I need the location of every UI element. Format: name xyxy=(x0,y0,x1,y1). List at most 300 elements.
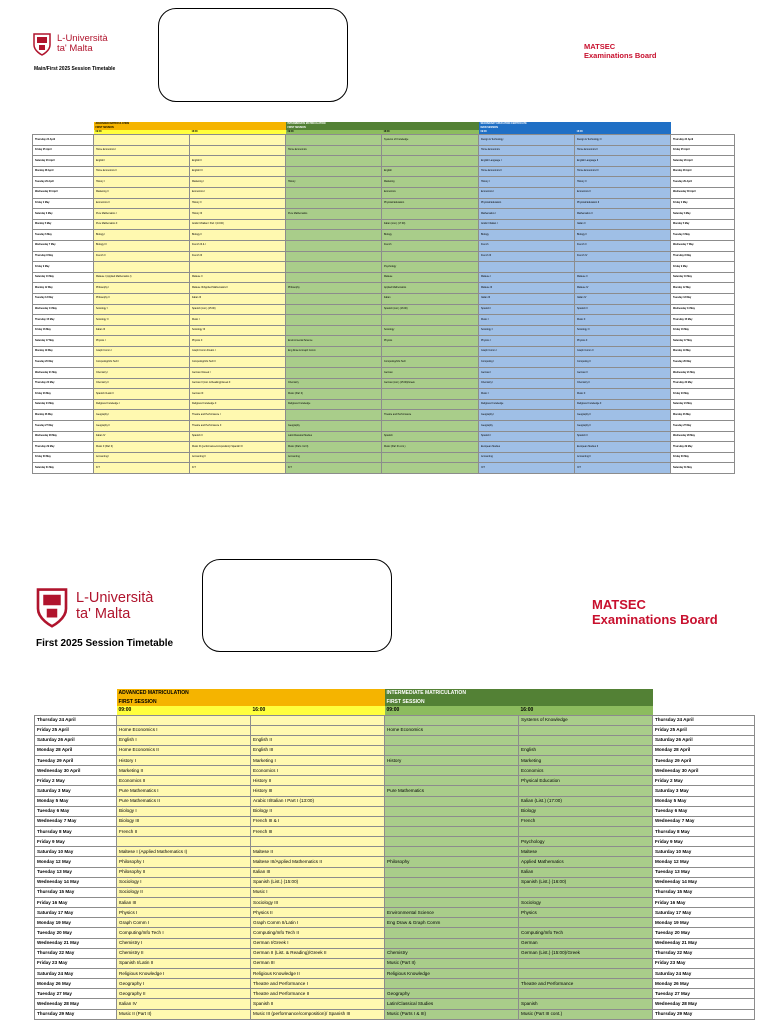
advanced-am-cell: Sociology I xyxy=(94,304,190,315)
intermediate-pm-cell: Marketing xyxy=(519,756,653,766)
intermediate-am-cell xyxy=(385,776,519,786)
university-name-line1: L-Università xyxy=(76,590,154,607)
intermediate-pm-cell xyxy=(382,315,479,326)
secondary-pm-cell: Home Economics III xyxy=(575,166,671,177)
university-logo xyxy=(34,586,153,628)
advanced-am-cell: Home Economics I xyxy=(117,725,251,735)
advanced-am-cell: Italian III xyxy=(94,325,190,336)
intermediate-pm-cell: Sociology xyxy=(519,898,653,908)
intermediate-pm-cell: Biology xyxy=(382,230,479,241)
secondary-pm-cell: Graph Comm II xyxy=(575,346,671,357)
timetable-row xyxy=(33,431,735,442)
advanced-am-cell: Home Economics II xyxy=(117,745,251,755)
timetable-row xyxy=(35,887,755,897)
row-date: Friday 16 May xyxy=(35,898,117,908)
advanced-am-cell xyxy=(94,135,190,146)
timetable-row xyxy=(33,304,735,315)
row-date: Friday 23 May xyxy=(33,389,94,400)
timetable-row xyxy=(35,918,755,928)
secondary-am-cell: Religious Knowledge xyxy=(479,399,575,410)
advanced-am-cell: Philosophy II xyxy=(94,293,190,304)
secondary-pm-cell: Music II xyxy=(575,389,671,400)
secondary-am-cell: Chemistry I xyxy=(479,378,575,389)
row-date: Tuesday 27 May xyxy=(33,421,94,432)
timetable-row xyxy=(33,251,735,262)
intermediate-pm-cell: German (List.) (15:00)/Greek xyxy=(382,378,479,389)
intermediate-pm-cell: Physics xyxy=(382,336,479,347)
secondary-am-cell: Geography xyxy=(479,421,575,432)
advanced-am-cell: ICT xyxy=(94,463,190,474)
intermediate-am-cell xyxy=(385,766,519,776)
secondary-am-cell: English Language I xyxy=(479,156,575,167)
advanced-pm-cell: Spanish II xyxy=(251,999,385,1009)
intermediate-am-cell xyxy=(385,928,519,938)
row-date-right: Friday 25 April xyxy=(671,145,735,156)
advanced-am-cell: Philosophy I xyxy=(94,283,190,294)
intermediate-am-cell xyxy=(385,979,519,989)
row-date: Saturday 3 May xyxy=(35,786,117,796)
intermediate-pm-cell xyxy=(382,389,479,400)
row-date-right: Tuesday 29 April xyxy=(671,177,735,188)
secondary-session: MAIN SESSION xyxy=(479,126,671,130)
row-date: Tuesday 27 May xyxy=(35,989,117,999)
advanced-am-cell: Spanish I/Latin II xyxy=(117,958,251,968)
intermediate-pm-cell: English xyxy=(382,166,479,177)
row-date-right: Tuesday 13 May xyxy=(653,867,755,877)
row-date-right: Wednesday 14 May xyxy=(671,304,735,315)
row-date: Wednesday 14 May xyxy=(33,304,94,315)
row-date: Tuesday 13 May xyxy=(33,293,94,304)
row-date: Thursday 8 May xyxy=(35,827,117,837)
row-date-right: Friday 2 May xyxy=(653,776,755,786)
advanced-am-cell: Graph Comm I xyxy=(94,346,190,357)
secondary-pm-cell: Geography II xyxy=(575,421,671,432)
intermediate-pm-cell: Music (Part III cont.) xyxy=(519,1009,653,1019)
secondary-am-cell: Music I xyxy=(479,389,575,400)
row-date: Thursday 22 May xyxy=(35,948,117,958)
timetable-row xyxy=(35,908,755,918)
row-date-right: Wednesday 30 April xyxy=(653,766,755,776)
timetable-row xyxy=(35,877,755,887)
intermediate-pm-cell xyxy=(519,918,653,928)
advanced-am-cell: English I xyxy=(117,735,251,745)
intermediate-am-cell xyxy=(385,867,519,877)
advanced-pm-cell: English III xyxy=(190,166,286,177)
intermediate-pm-cell: Systems of Knowledge xyxy=(519,715,653,725)
advanced-pm-cell: Biology II xyxy=(190,230,286,241)
intermediate-pm-cell: Economics xyxy=(382,187,479,198)
timetable-row xyxy=(33,272,735,283)
intermediate-am-cell: Philosophy xyxy=(286,283,382,294)
advanced-pm-cell xyxy=(251,715,385,725)
row-date: Monday 12 May xyxy=(35,857,117,867)
intermediate-pm-cell: Spanish xyxy=(382,431,479,442)
intermediate-am-cell: Environmental Science xyxy=(385,908,519,918)
secondary-pm-cell: Maltese II xyxy=(575,272,671,283)
row-date-right: Monday 26 May xyxy=(671,410,735,421)
advanced-am-cell: Pure Mathematics II xyxy=(94,219,190,230)
secondary-am-cell: History I xyxy=(479,177,575,188)
secondary-pm-cell: Music II xyxy=(575,315,671,326)
timetable-row xyxy=(35,1009,755,1019)
intermediate-pm-cell: French xyxy=(519,816,653,826)
secondary-am-cell: Arabic I/Italian I xyxy=(479,219,575,230)
intermediate-pm-cell: Applied Mathematics xyxy=(519,857,653,867)
secondary-am-cell: ICT xyxy=(479,463,575,474)
row-date-right: Saturday 17 May xyxy=(671,336,735,347)
timetable-row xyxy=(35,867,755,877)
advanced-pm-cell: Music I xyxy=(251,887,385,897)
intermediate-pm-cell xyxy=(382,452,479,463)
row-date: Tuesday 29 April xyxy=(33,177,94,188)
timetable-row xyxy=(35,725,755,735)
advanced-pm-cell: Maltese II xyxy=(190,272,286,283)
row-date-right: Friday 9 May xyxy=(653,837,755,847)
row-date: Monday 19 May xyxy=(35,918,117,928)
intermediate-pm-cell: Theatre and Performance xyxy=(519,979,653,989)
row-date: Tuesday 13 May xyxy=(35,867,117,877)
intermediate-am-cell: History xyxy=(385,756,519,766)
row-date: Saturday 3 May xyxy=(33,209,94,220)
secondary-am-cell: Biology xyxy=(479,230,575,241)
intermediate-am-cell xyxy=(286,357,382,368)
advanced-am-cell: Home Economics II xyxy=(94,166,190,177)
advanced-pm-cell: German II (List. & Reading)/Greek II xyxy=(190,378,286,389)
advanced-am-cell: Chemistry II xyxy=(94,378,190,389)
secondary-am-cell: Computing I xyxy=(479,357,575,368)
secondary-am-cell: Design & Technology xyxy=(479,135,575,146)
row-date-right: Wednesday 7 May xyxy=(653,816,755,826)
advanced-am-cell: Marketing II xyxy=(94,187,190,198)
timetable-row xyxy=(35,948,755,958)
secondary-am-cell: Maltese III xyxy=(479,283,575,294)
intermediate-am-cell: Eng Draw & Graph Comm xyxy=(286,346,382,357)
row-date: Wednesday 21 May xyxy=(35,938,117,948)
intermediate-pm-cell: French xyxy=(382,240,479,251)
row-date-right: Friday 25 April xyxy=(653,725,755,735)
intermediate-am-cell xyxy=(385,877,519,887)
time-heading: 09:00 xyxy=(286,130,382,135)
advanced-am-cell: Pure Mathematics I xyxy=(94,209,190,220)
intermediate-am-cell xyxy=(286,325,382,336)
row-date: Monday 12 May xyxy=(33,283,94,294)
board-name-line1: MATSEC xyxy=(592,597,646,612)
row-date: Wednesday 21 May xyxy=(33,368,94,379)
university-name-line1: L-Università xyxy=(57,32,108,44)
board-name-line2: Examinations Board xyxy=(584,50,657,60)
advanced-pm-cell: History II xyxy=(190,198,286,209)
row-date: Friday 9 May xyxy=(33,262,94,273)
advanced-am-cell: Sociology II xyxy=(94,315,190,326)
time-heading: 09:00 xyxy=(94,130,190,135)
secondary-pm-cell: Geography II xyxy=(575,410,671,421)
timetable-row xyxy=(33,357,735,368)
advanced-am-cell: Geography I xyxy=(94,410,190,421)
timetable-row xyxy=(35,745,755,755)
timetable-row xyxy=(35,999,755,1009)
intermediate-am-cell: Home Economics xyxy=(385,725,519,735)
row-date-right: Monday 28 April xyxy=(653,745,755,755)
secondary-pm-cell: Spanish II xyxy=(575,431,671,442)
secondary-am-cell: Accounting xyxy=(479,452,575,463)
timetable-row xyxy=(35,837,755,847)
row-date: Thursday 24 April xyxy=(35,715,117,725)
advanced-am-cell: Biology III xyxy=(94,240,190,251)
intermediate-am-cell: Chemistry xyxy=(385,948,519,958)
intermediate-am-cell: Philosophy xyxy=(385,857,519,867)
secondary-pm-cell: French IV xyxy=(575,251,671,262)
timetable-row xyxy=(35,766,755,776)
advanced-am-cell: Chemistry II xyxy=(117,948,251,958)
intermediate-pm-cell xyxy=(519,887,653,897)
university-crest-icon xyxy=(32,32,52,56)
secondary-am-cell: Physics I xyxy=(479,336,575,347)
timetable-row xyxy=(35,715,755,725)
advanced-am-cell: Spanish I/Latin II xyxy=(94,389,190,400)
row-date-right: Thursday 8 May xyxy=(671,251,735,262)
row-date-right: Saturday 24 May xyxy=(653,969,755,979)
intermediate-am-cell xyxy=(385,806,519,816)
intermediate-pm-cell xyxy=(382,156,479,167)
timetable-table-full xyxy=(32,122,735,474)
advanced-am-cell: Accounting I xyxy=(94,452,190,463)
intermediate-pm-cell xyxy=(519,827,653,837)
row-date: Wednesday 28 May xyxy=(35,999,117,1009)
secondary-header: SECONDARY EDUCATION CERTIFICATE xyxy=(479,122,671,126)
row-date-right: Thursday 15 May xyxy=(653,887,755,897)
timetable-row xyxy=(33,156,735,167)
advanced-pm-cell: Arabic II/Italian I Part I (13:00) xyxy=(251,796,385,806)
advanced-am-cell: Computing/Info Tech I xyxy=(117,928,251,938)
secondary-am-cell: Home Economics II xyxy=(479,166,575,177)
timetable-row xyxy=(35,827,755,837)
intermediate-am-cell: Pure Mathematics xyxy=(385,786,519,796)
advanced-am-cell: Philosophy II xyxy=(117,867,251,877)
row-date-right: Saturday 26 April xyxy=(653,735,755,745)
row-date-right: Monday 5 May xyxy=(671,219,735,230)
advanced-pm-cell: Theatre and Performance II xyxy=(251,989,385,999)
secondary-am-cell: Geography I xyxy=(479,410,575,421)
time-heading: 16:00 xyxy=(519,706,653,715)
secondary-am-cell: Music I xyxy=(479,315,575,326)
row-date-right: Friday 9 May xyxy=(671,262,735,273)
university-name-line2: ta' Malta xyxy=(57,43,93,54)
advanced-am-cell: Pure Mathematics II xyxy=(117,796,251,806)
secondary-pm-cell: French II xyxy=(575,240,671,251)
intermediate-am-cell: History xyxy=(286,177,382,188)
row-date-right: Saturday 10 May xyxy=(653,847,755,857)
advanced-pm-cell: Economics I xyxy=(251,766,385,776)
intermediate-pm-cell: Computing/Info Tech xyxy=(382,357,479,368)
row-date-right: Monday 5 May xyxy=(653,796,755,806)
advanced-pm-cell: Religious Knowledge II xyxy=(251,969,385,979)
intermediate-am-cell xyxy=(286,262,382,273)
timetable-row xyxy=(33,452,735,463)
intermediate-am-cell: Geography xyxy=(385,989,519,999)
intermediate-am-cell xyxy=(286,230,382,241)
intermediate-pm-cell: Italian xyxy=(519,867,653,877)
row-date: Tuesday 20 May xyxy=(35,928,117,938)
advanced-pm-cell: Marketing I xyxy=(190,177,286,188)
advanced-pm-cell: Music III (performance/composition)/ Spanish III xyxy=(251,1009,385,1019)
advanced-header: ADVANCED MATRICULATION xyxy=(94,122,286,126)
secondary-am-cell: Spanish I xyxy=(479,304,575,315)
secondary-pm-cell: German II xyxy=(575,368,671,379)
advanced-am-cell: English I xyxy=(94,156,190,167)
intermediate-pm-cell: Italian (List.) (17:00) xyxy=(382,219,479,230)
intermediate-am-cell xyxy=(385,938,519,948)
advanced-pm-cell: Sociology III xyxy=(251,898,385,908)
secondary-pm-cell: Accounting II xyxy=(575,452,671,463)
intermediate-session: FIRST SESSION xyxy=(286,126,479,130)
secondary-pm-cell: Sociology II xyxy=(575,325,671,336)
intermediate-am-cell: ICT xyxy=(286,463,382,474)
advanced-pm-cell: Physics II xyxy=(251,908,385,918)
row-date-right: Wednesday 21 May xyxy=(653,938,755,948)
timetable-row xyxy=(35,958,755,968)
intermediate-am-cell xyxy=(286,272,382,283)
advanced-pm-cell: Theatre and Performance I xyxy=(251,979,385,989)
advanced-am-cell: Economics II xyxy=(117,776,251,786)
advanced-am-cell: Physics I xyxy=(94,336,190,347)
intermediate-am-cell xyxy=(286,293,382,304)
advanced-am-cell: History I xyxy=(117,756,251,766)
row-date-right: Tuesday 6 May xyxy=(671,230,735,241)
intermediate-pm-cell: Applied Mathematics xyxy=(382,283,479,294)
intermediate-am-cell: Music (Part II) xyxy=(385,958,519,968)
row-date-right: Thursday 24 April xyxy=(671,135,735,146)
time-heading: 16:00 xyxy=(190,130,286,135)
advanced-pm-cell: Maltese III/Applied Mathematics II xyxy=(251,857,385,867)
intermediate-am-cell xyxy=(385,847,519,857)
intermediate-pm-cell: German xyxy=(382,368,479,379)
intermediate-session: FIRST SESSION xyxy=(385,698,653,707)
intermediate-pm-cell xyxy=(519,969,653,979)
secondary-am-cell: Maltese I xyxy=(479,272,575,283)
advanced-pm-cell: Spanish (List.) (15:00) xyxy=(251,877,385,887)
row-date: Saturday 26 April xyxy=(33,156,94,167)
intermediate-pm-cell: Spanish (List.) (16:00) xyxy=(519,877,653,887)
advanced-am-cell: Religious Knowledge I xyxy=(117,969,251,979)
timetable-row xyxy=(35,969,755,979)
timetable-row xyxy=(35,786,755,796)
timetable-row xyxy=(35,735,755,745)
timetable-row xyxy=(35,979,755,989)
row-date: Thursday 29 May xyxy=(35,1009,117,1019)
intermediate-pm-cell xyxy=(382,399,479,410)
timetable-row xyxy=(33,262,735,273)
row-date-right: Saturday 24 May xyxy=(671,399,735,410)
advanced-am-cell: Philosophy I xyxy=(117,857,251,867)
intermediate-pm-cell: Spanish xyxy=(519,999,653,1009)
advanced-am-cell: Maltese I (Applied Mathematics I) xyxy=(117,847,251,857)
secondary-pm-cell: Maltese IV xyxy=(575,283,671,294)
intermediate-pm-cell: Physics xyxy=(519,908,653,918)
advanced-session: FIRST SESSION xyxy=(117,698,385,707)
advanced-am-cell: Sociology II xyxy=(117,887,251,897)
intermediate-pm-cell: Computing/Info Tech xyxy=(519,928,653,938)
secondary-am-cell: French III xyxy=(479,251,575,262)
secondary-am-cell: Italian III xyxy=(479,293,575,304)
intermediate-am-cell: Music (Parts I & III) xyxy=(385,1009,519,1019)
matsec-logo xyxy=(592,598,718,628)
row-date: Saturday 10 May xyxy=(35,847,117,857)
intermediate-am-cell xyxy=(385,827,519,837)
secondary-pm-cell: Chemistry II xyxy=(575,378,671,389)
advanced-pm-cell: French III xyxy=(251,827,385,837)
intermediate-pm-cell: German (List.) (15:00)/Greek xyxy=(519,948,653,958)
intermediate-pm-cell: Spanish (List.) (16:00) xyxy=(382,304,479,315)
row-date: Wednesday 7 May xyxy=(35,816,117,826)
intermediate-pm-cell: Marketing xyxy=(382,177,479,188)
row-date-right: Thursday 24 April xyxy=(653,715,755,725)
row-date-right: Tuesday 6 May xyxy=(653,806,755,816)
row-date: Tuesday 6 May xyxy=(35,806,117,816)
advanced-pm-cell: German III xyxy=(190,389,286,400)
intermediate-pm-cell xyxy=(382,463,479,474)
intermediate-pm-cell: Maltese xyxy=(519,847,653,857)
secondary-pm-cell: Physics II xyxy=(575,336,671,347)
intermediate-pm-cell: German xyxy=(519,938,653,948)
row-date: Thursday 22 May xyxy=(33,378,94,389)
row-date: Saturday 24 May xyxy=(35,969,117,979)
time-heading: 09:00 xyxy=(117,706,251,715)
advanced-pm-cell: German I/Greek I xyxy=(190,368,286,379)
advanced-am-cell xyxy=(94,262,190,273)
advanced-am-cell: Italian IV xyxy=(94,431,190,442)
secondary-am-cell: Economics I xyxy=(479,187,575,198)
redacted-box xyxy=(202,559,392,652)
intermediate-pm-cell xyxy=(382,346,479,357)
timetable-row xyxy=(33,336,735,347)
advanced-pm-cell: German I/Greek I xyxy=(251,938,385,948)
row-date-right: Monday 12 May xyxy=(653,857,755,867)
secondary-pm-cell: Design & Technology II xyxy=(575,135,671,146)
advanced-pm-cell: German III xyxy=(251,958,385,968)
row-date-right: Saturday 3 May xyxy=(671,209,735,220)
intermediate-am-cell: Latin/Classical Studies xyxy=(286,431,382,442)
page-title: First 2025 Session Timetable xyxy=(36,638,174,649)
timetable-row xyxy=(33,315,735,326)
row-date-right: Monday 19 May xyxy=(671,346,735,357)
row-date: Thursday 24 April xyxy=(33,135,94,146)
intermediate-am-cell: Home Economics xyxy=(286,145,382,156)
advanced-pm-cell: Music I xyxy=(190,315,286,326)
timetable-row xyxy=(33,230,735,241)
advanced-am-cell: Geography II xyxy=(94,421,190,432)
university-logo xyxy=(32,32,108,56)
row-date-right: Thursday 22 May xyxy=(671,378,735,389)
row-date: Thursday 15 May xyxy=(33,315,94,326)
row-date: Tuesday 20 May xyxy=(33,357,94,368)
intermediate-am-cell xyxy=(286,410,382,421)
intermediate-pm-cell: Italian (List.) (17:00) xyxy=(519,796,653,806)
row-date: Wednesday 28 May xyxy=(33,431,94,442)
intermediate-pm-cell: Music (Part III cont.) xyxy=(382,442,479,453)
secondary-pm-cell: Spanish II xyxy=(575,304,671,315)
timetable-row xyxy=(33,325,735,336)
advanced-am-cell: Sociology I xyxy=(117,877,251,887)
secondary-pm-cell: Biology II xyxy=(575,230,671,241)
advanced-am-cell: Maltese I (Applied Mathematics I) xyxy=(94,272,190,283)
intermediate-header: INTERMEDIATE MATRICULATION xyxy=(385,689,653,698)
advanced-pm-cell: French III & I xyxy=(190,240,286,251)
advanced-am-cell: Graph Comm I xyxy=(117,918,251,928)
intermediate-pm-cell xyxy=(519,725,653,735)
advanced-am-cell: Pure Mathematics I xyxy=(117,786,251,796)
row-date: Friday 30 May xyxy=(33,452,94,463)
secondary-am-cell: Physical Education xyxy=(479,198,575,209)
